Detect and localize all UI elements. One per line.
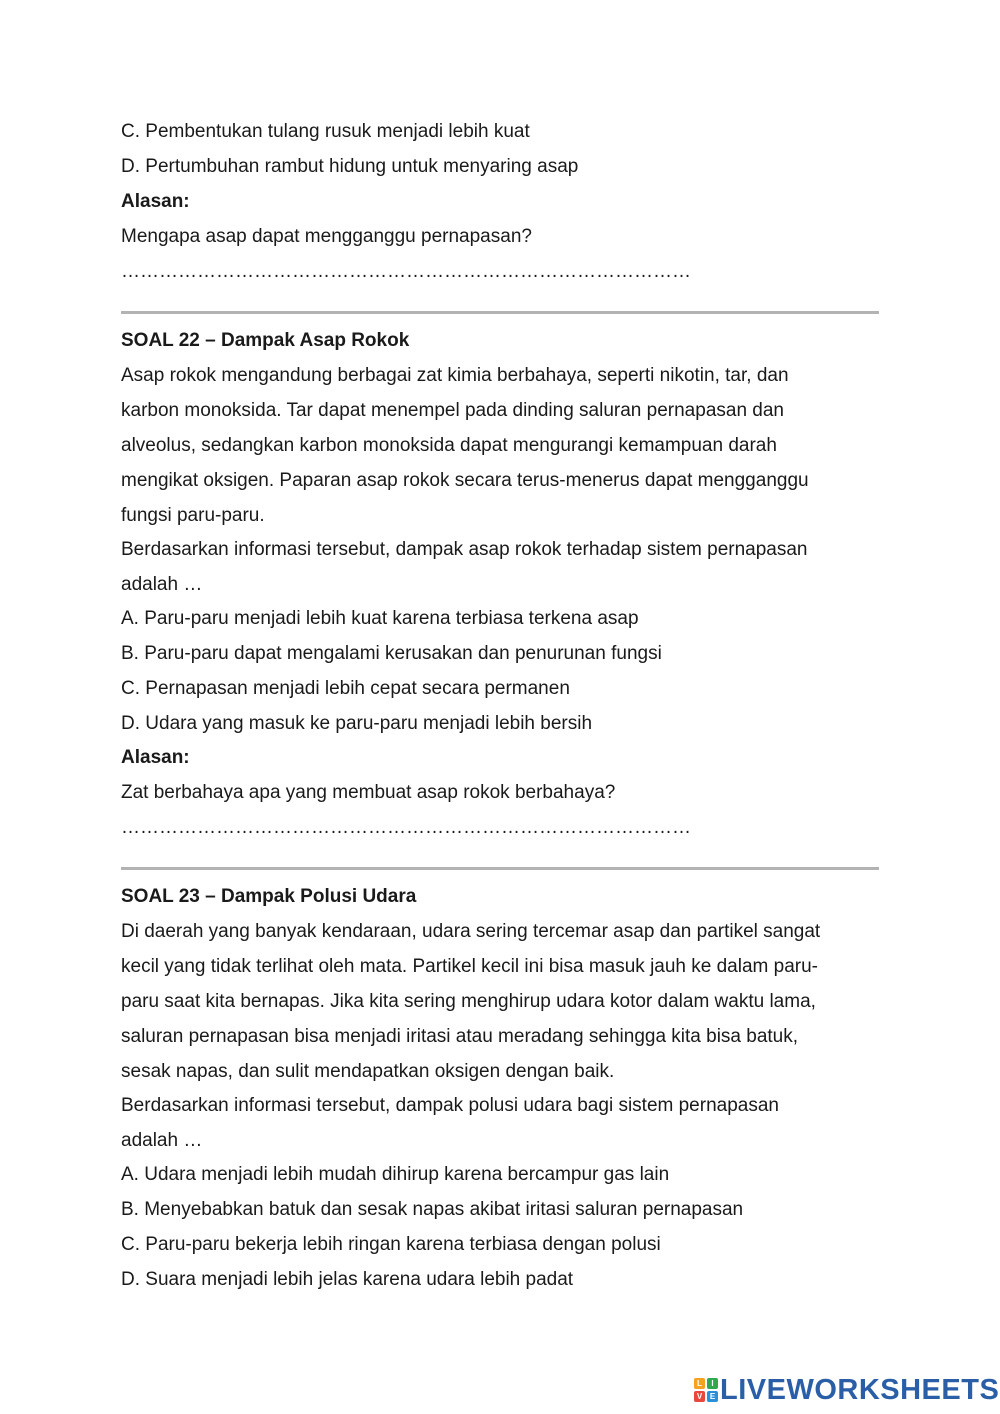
reason-label: Alasan:	[121, 747, 190, 768]
reason-question: Zat berbahaya apa yang membuat asap rokok berbahaya?	[121, 782, 616, 803]
reason-label: Alasan:	[121, 191, 190, 212]
option-b[interactable]: B. Paru-paru dapat mengalami kerusakan dan penurunan fungsi	[121, 643, 662, 664]
option-c[interactable]: C. Paru-paru bekerja lebih ringan karena terbiasa dengan polusi	[121, 1234, 661, 1255]
logo-square-i: I	[707, 1378, 718, 1389]
logo-square-v: V	[694, 1391, 705, 1402]
option-d: D. Pertumbuhan rambut hidung untuk menyaring asap	[121, 156, 579, 177]
paragraph-line: paru saat kita bernapas. Jika kita sering menghirup udara kotor dalam waktu lama,	[121, 991, 816, 1012]
option-c: C. Pembentukan tulang rusuk menjadi lebih kuat	[121, 121, 530, 142]
reason-question: Mengapa asap dapat mengganggu pernapasan?	[121, 226, 532, 247]
option-a[interactable]: A. Udara menjadi lebih mudah dihirup karena bercampur gas lain	[121, 1164, 670, 1185]
paragraph-line: Asap rokok mengandung berbagai zat kimia berbahaya, seperti nikotin, tar, dan	[121, 365, 789, 386]
logo-square-l: L	[694, 1378, 705, 1389]
option-c[interactable]: C. Pernapasan menjadi lebih cepat secara permanen	[121, 678, 570, 699]
liveworksheets-wordmark: LIVEWORKSHEETS	[720, 1374, 1000, 1406]
question-title: SOAL 23 – Dampak Polusi Udara	[121, 886, 417, 907]
option-a[interactable]: A. Paru-paru menjadi lebih kuat karena terbiasa terkena asap	[121, 608, 639, 629]
paragraph-line: fungsi paru-paru.	[121, 505, 265, 526]
option-b[interactable]: B. Menyebabkan batuk dan sesak napas akibat iritasi saluran pernapasan	[121, 1199, 744, 1220]
question-title: SOAL 22 – Dampak Asap Rokok	[121, 330, 410, 351]
logo-square-e: E	[707, 1391, 718, 1402]
paragraph-line: Di daerah yang banyak kendaraan, udara sering tercemar asap dan partikel sangat	[121, 921, 821, 942]
answer-blank[interactable]: ………………………………………………………………………………	[121, 817, 691, 838]
answer-blank[interactable]: ………………………………………………………………………………	[121, 261, 691, 282]
paragraph-line: karbon monoksida. Tar dapat menempel pada dinding saluran pernapasan dan	[121, 400, 784, 421]
option-d[interactable]: D. Udara yang masuk ke paru-paru menjadi lebih bersih	[121, 713, 593, 734]
question-stem: Berdasarkan informasi tersebut, dampak polusi udara bagi sistem pernapasan	[121, 1095, 779, 1116]
question-stem: adalah …	[121, 1130, 203, 1151]
paragraph-line: kecil yang tidak terlihat oleh mata. Partikel kecil ini bisa masuk jauh ke dalam paru-	[121, 956, 818, 977]
option-d[interactable]: D. Suara menjadi lebih jelas karena udara lebih padat	[121, 1269, 574, 1290]
section-divider	[121, 867, 879, 870]
liveworksheets-mark-icon	[694, 1378, 718, 1402]
paragraph-line: alveolus, sedangkan karbon monoksida dapat mengurangi kemampuan darah	[121, 435, 777, 456]
question-stem: Berdasarkan informasi tersebut, dampak asap rokok terhadap sistem pernapasan	[121, 539, 808, 560]
section-divider	[121, 311, 879, 314]
question-stem: adalah …	[121, 574, 203, 595]
liveworksheets-logo	[694, 1374, 999, 1406]
paragraph-line: sesak napas, dan sulit mendapatkan oksigen dengan baik.	[121, 1061, 615, 1082]
paragraph-line: mengikat oksigen. Paparan asap rokok secara terus-menerus dapat mengganggu	[121, 470, 809, 491]
paragraph-line: saluran pernapasan bisa menjadi iritasi atau meradang sehingga kita bisa batuk,	[121, 1026, 799, 1047]
